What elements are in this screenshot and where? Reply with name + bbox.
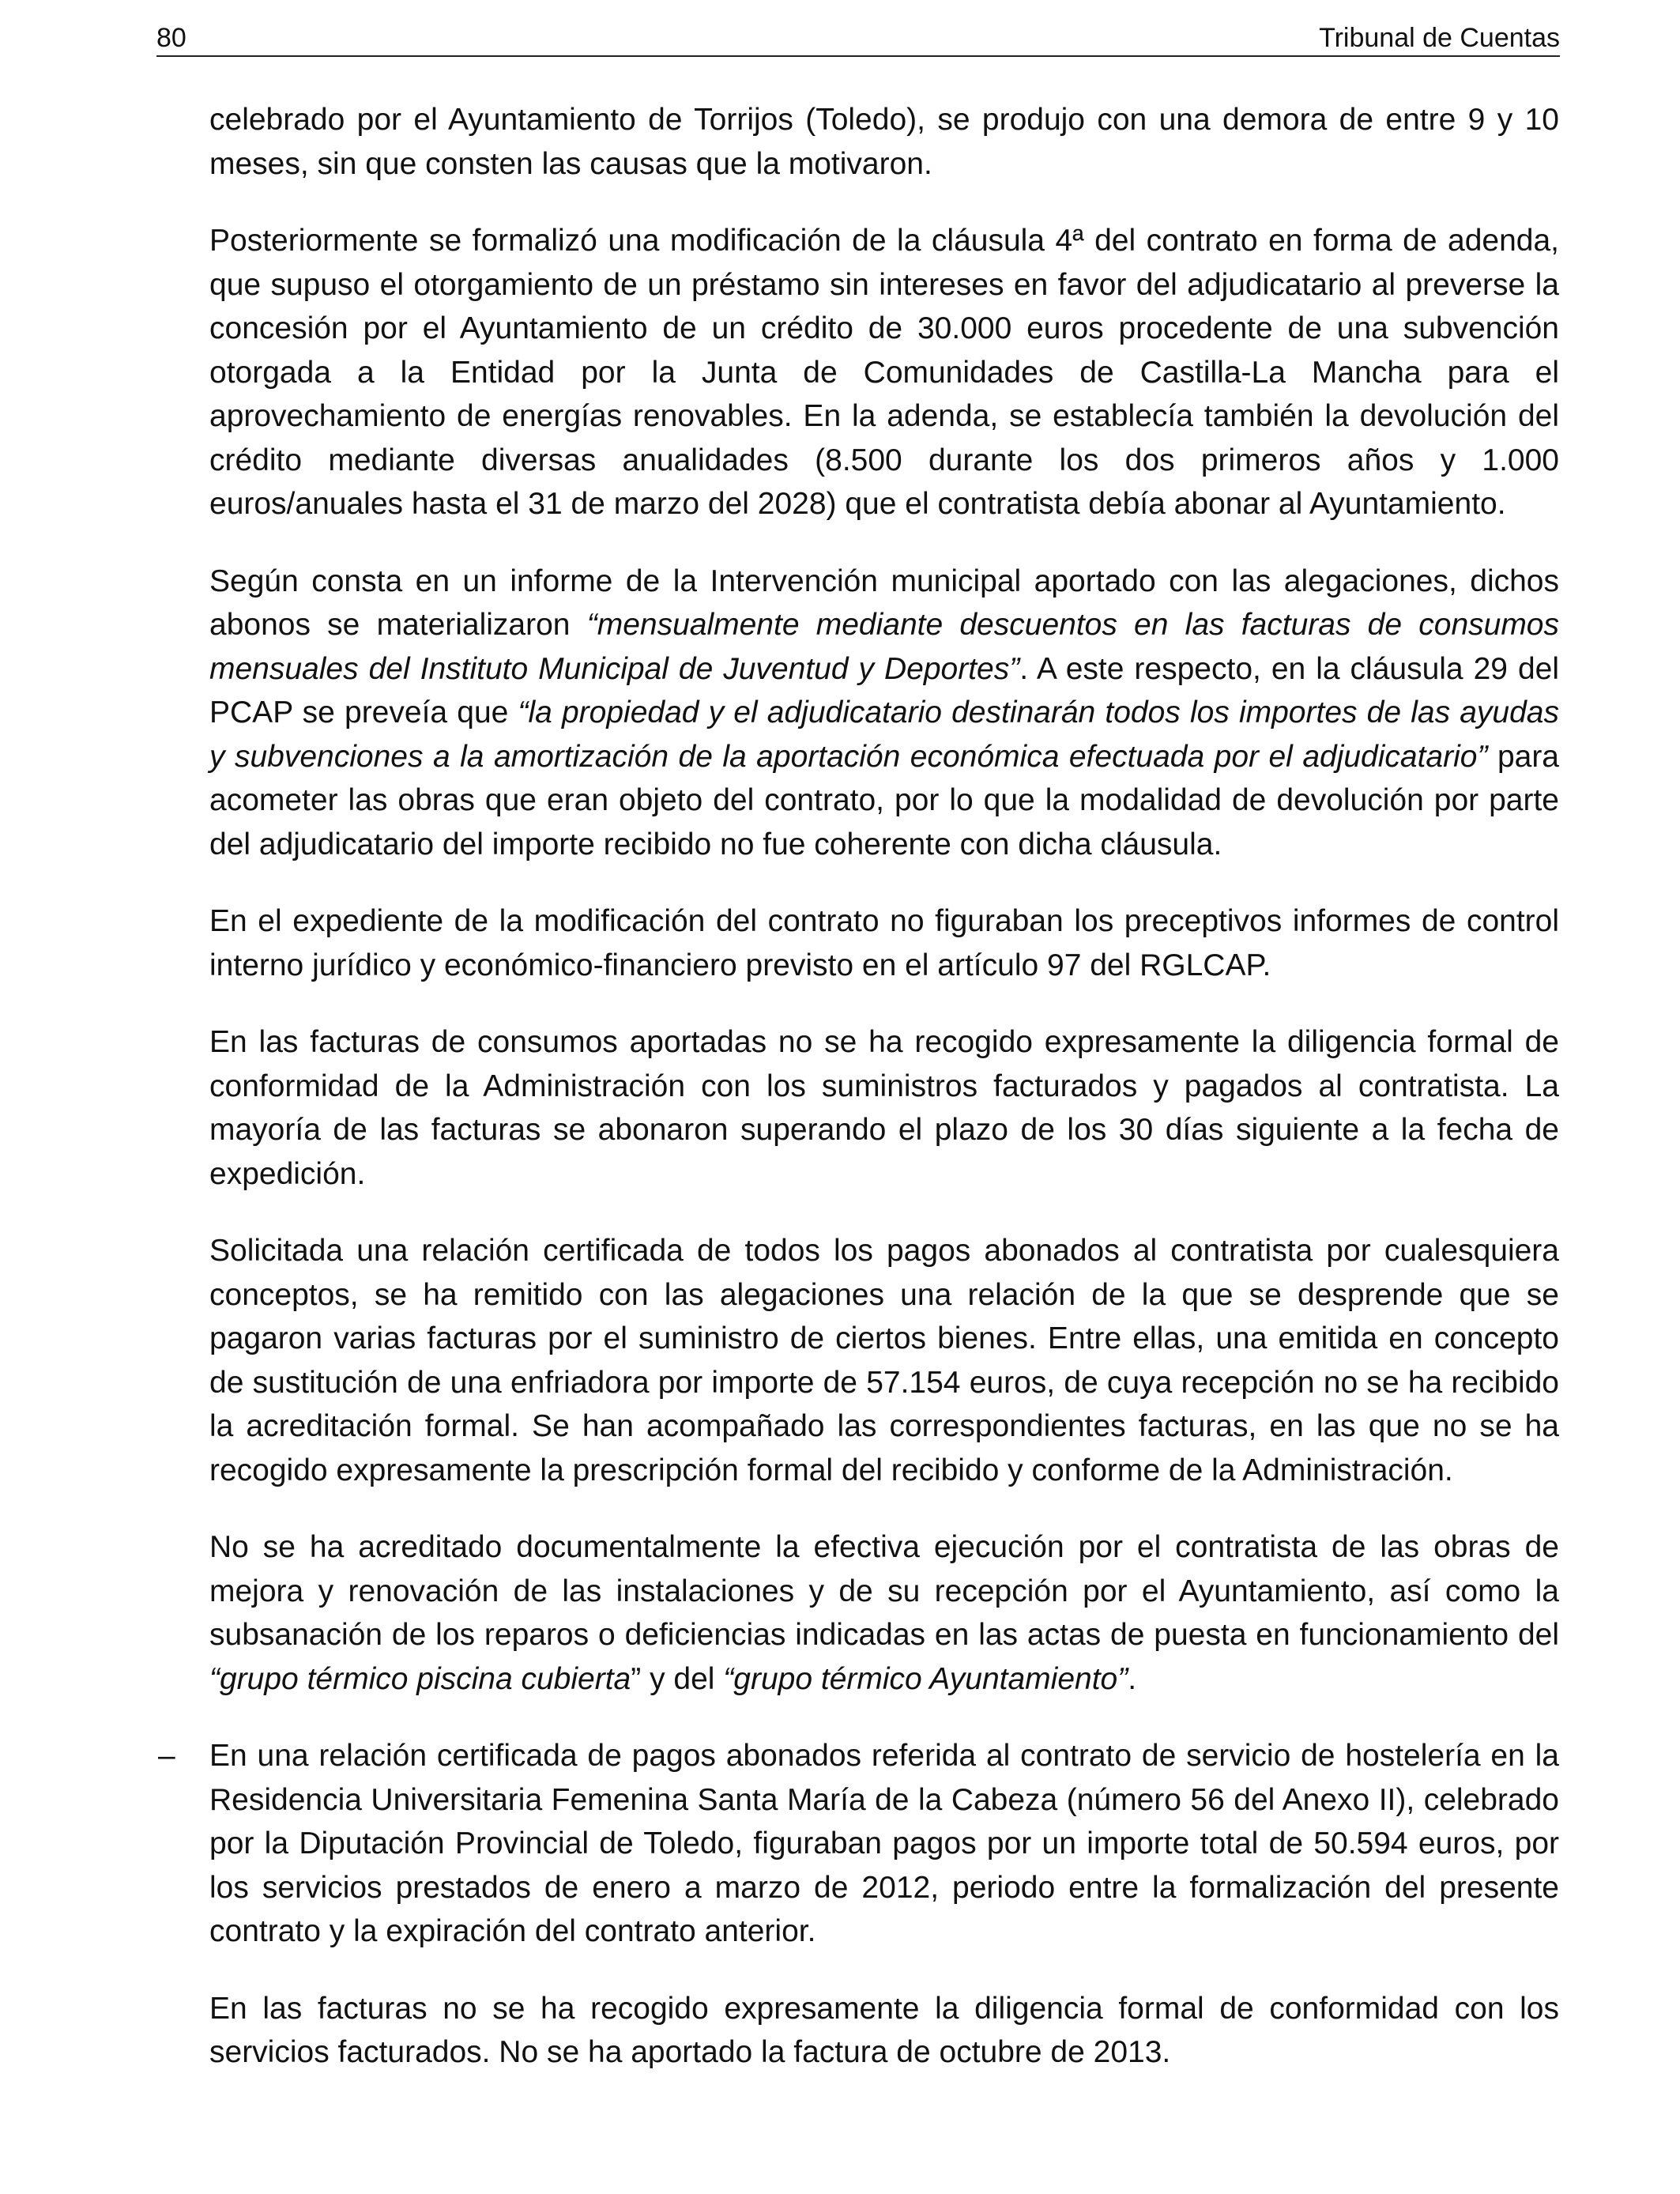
paragraph-6: Solicitada una relación certificada de todos los pagos abonados al contratista por cualesquiera conceptos, se ha remitido con las alegaciones una relación de la que se desprende que se pagaron varias facturas por el suministro de ciertos bienes. Entre ellas, una emitida en concepto de sustitución de una enfriadora por importe de 57.154 euros, de cuya recepción no se ha recibido la acreditación formal. Se han acompañado las correspondientes facturas, en las que no se ha recogido expresamente la prescripción formal del recibido y conforme de la Administración. — [209, 1234, 1559, 1487]
dash-bullet: – — [158, 1739, 175, 1773]
paragraph-7-text-1: No se ha acreditado documentalmente la efectiva ejecución por el contratista de las obras de mejora y renovación de las instalaciones y de su recepción por el Ayuntamiento, así como la subsanación de los reparos o deficiencias indicadas en las actas de puesta en funcionamiento del — [209, 1530, 1559, 1652]
dash-list-item — [158, 1734, 1559, 1954]
paragraph-7-quote-1: “grupo térmico piscina cubierta — [209, 1661, 631, 1696]
paragraph-3-text-1: Según consta en un informe de la Intervención municipal aportado con las alegaciones, dichos abonos se materializaron — [209, 564, 1559, 642]
paragraph-5: En las facturas de consumos aportadas no se ha recogido expresamente la diligencia formal de conformidad de la Administración con los suministros facturados y pagados al contratista. La mayoría de las facturas se abonaron superando el plazo de los 30 días siguiente a la fecha de expedición. — [209, 1025, 1559, 1191]
paragraph-2: Posteriormente se formalizó una modificación de la cláusula 4ª del contrato en forma de adenda, que supuso el otorgamiento de un préstamo sin intereses en favor del adjudicatario al preverse la concesión por el Ayuntamiento de un crédito de 30.000 euros procedente de una subvención otorgada a la Entidad por la Junta de Comunidades de Castilla-La Mancha para el aprovechamiento de energías renovables. En la adenda, se establecía también la devolución del crédito mediante diversas anualidades (8.500 durante los dos primeros años y 1.000 euros/anuales hasta el 31 de marzo del 2028) que el contratista debía abonar al Ayuntamiento. — [209, 224, 1559, 521]
paragraph-7-text-2: ” y del — [631, 1661, 724, 1696]
paragraph-3-quote-1: “mensualmente mediante descuentos en las facturas de consumos mensuales del Instituto Municipal de Juventud y Deportes” — [209, 608, 1559, 686]
paragraph-4: En el expediente de la modificación del contrato no figuraban los preceptivos informes de control interno jurídico y económico-financiero previsto en el artículo 97 del RGLCAP. — [209, 904, 1559, 982]
document-body — [158, 98, 1560, 2108]
paragraph-7 — [209, 1525, 1559, 1701]
paragraph-3-text-2: . A este respecto, en la cláusula 29 del PCAP se preveía que — [209, 651, 1560, 729]
page-header — [156, 21, 1560, 57]
paragraph-3 — [209, 560, 1559, 867]
page-number: 80 — [156, 23, 186, 53]
header-title: Tribunal de Cuentas — [1319, 23, 1560, 53]
paragraph-8: En una relación certificada de pagos abonados referida al contrato de servicio de hostelería en la Residencia Universitaria Femenina Santa María de la Cabeza (número 56 del Anexo II), celebrado por la Diputación Provincial de Toledo, figuraban pagos por un importe total de 50.594 euros, por los servicios prestados de enero a marzo de 2012, periodo entre la formalización del presente contrato y la expiración del contrato anterior. — [209, 1739, 1559, 1948]
paragraph-7-quote-2: “grupo térmico Ayuntamiento” — [723, 1661, 1128, 1696]
paragraph-3-quote-2: “la propiedad y el adjudicatario destinarán todos los importes de las ayudas y subvenciones a la amortización de la aportación económica efectuada por el adjudicatario” — [209, 696, 1559, 774]
paragraph-7-text-3: . — [1128, 1661, 1137, 1696]
paragraph-9: En las facturas no se ha recogido expresamente la diligencia formal de conformidad con los servicios facturados. No se ha aportado la factura de octubre de 2013. — [209, 1991, 1559, 2069]
paragraph-3-text-3: para acometer las obras que eran objeto del contrato, por lo que la modalidad de devolución por parte del adjudicatario del importe recibido no fue coherente con dicha cláusula. — [209, 739, 1560, 861]
paragraph-1: celebrado por el Ayuntamiento de Torrijos (Toledo), se produjo con una demora de entre 9 y 10 meses, sin que consten las causas que la motivaron. — [209, 103, 1559, 181]
